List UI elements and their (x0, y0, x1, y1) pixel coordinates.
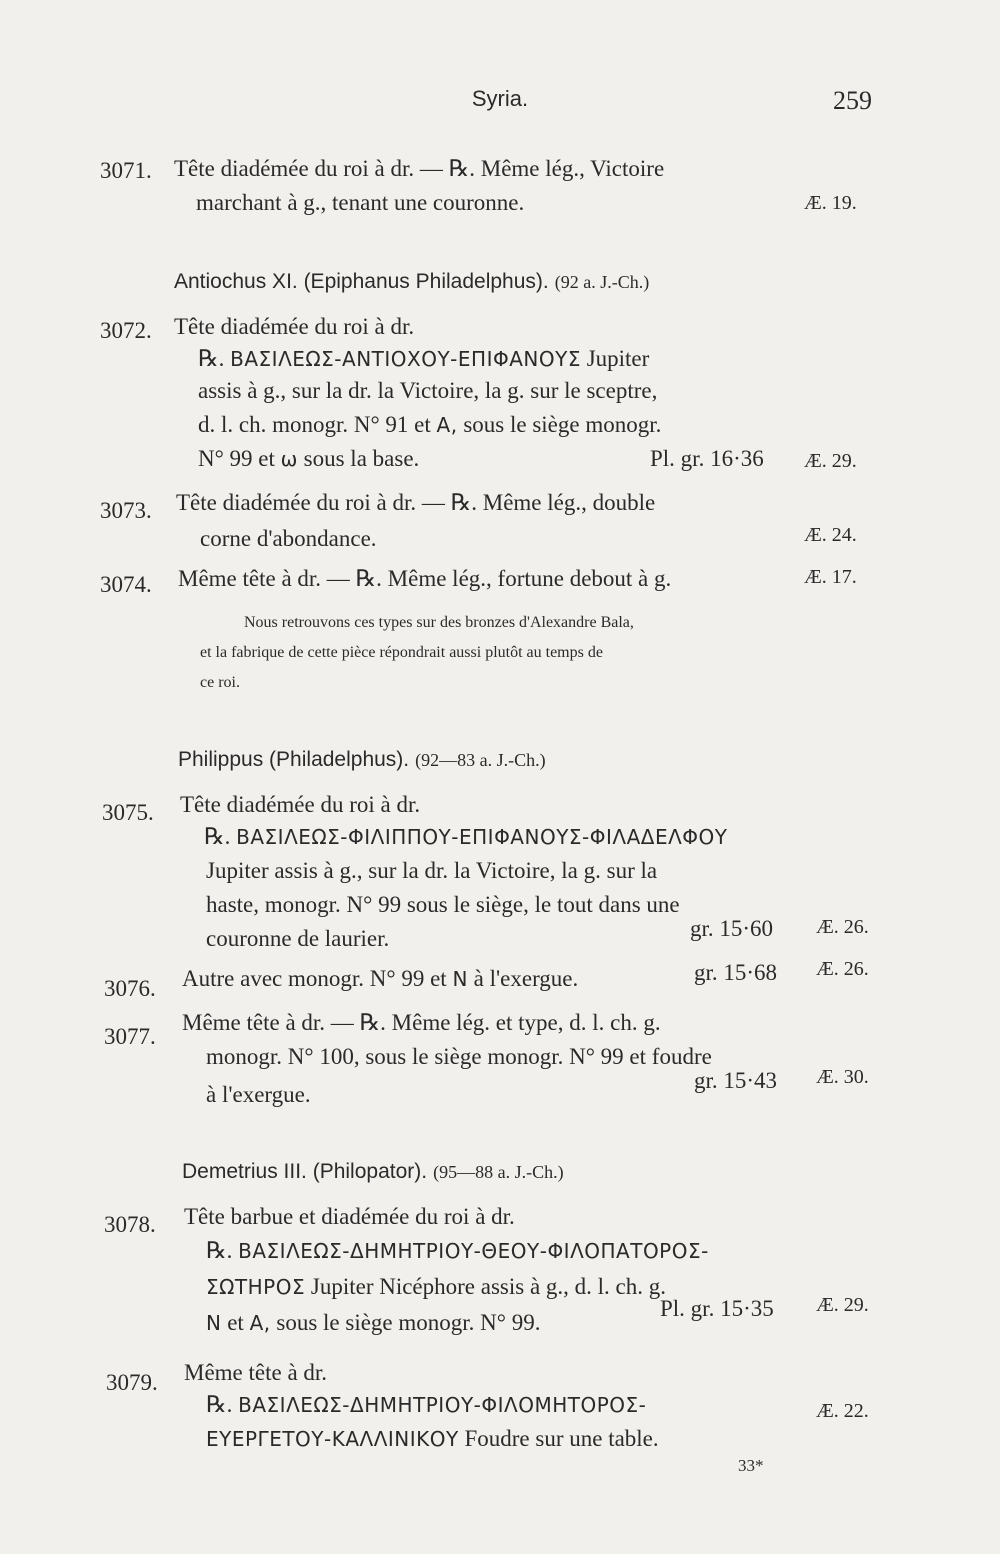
entry-text: N° 99 et (198, 446, 275, 471)
metal-size: Æ. 19. (804, 192, 857, 214)
greek-letter: Ν (452, 967, 468, 991)
entry-text-line (206, 1238, 709, 1264)
entry-text: Autre avec monogr. N° 99 et (182, 966, 447, 991)
entry-text: couronne de laurier. (206, 926, 390, 951)
greek-letter: Ν (206, 1311, 222, 1335)
footnote: ce roi. (200, 674, 240, 691)
entry-text: Tête diadémée du roi à dr. (180, 792, 421, 817)
weight: Pl. gr. 16·36 (650, 446, 764, 471)
entry-text-line (206, 1426, 659, 1452)
ruler-name: Antiochus XI. (Epiphanus Philadelphus). (174, 270, 549, 293)
metal-size: Æ. 17. (804, 566, 857, 588)
footnote: Nous retrouvons ces types sur des bronzes d'Alexandre Bala, (244, 614, 634, 631)
entry-text-line (198, 412, 661, 438)
entry-text: monogr. N° 100, sous le siège monogr. N° 99 et foudre (206, 1044, 712, 1069)
greek-legend: ΒΑΣΙΛΕΩΣ-ΔΗΜΗΤΡΙΟΥ-ΘΕΟΥ-ΦΙΛΟΠΑΤΟΡΟΣ- (238, 1239, 709, 1263)
greek-legend: ΕΥΕΡΓΕΤΟΥ-ΚΑΛΛΙΝΙΚΟΥ (206, 1427, 459, 1451)
greek-letter: ω (280, 447, 298, 471)
reverse-symbol: ℞. (198, 346, 225, 371)
greek-letter: Α, (249, 1311, 271, 1335)
greek-legend: ΣΩΤΗΡΟΣ (206, 1275, 306, 1299)
section-heading (174, 270, 649, 294)
entry-text: Tête diadémée du roi à dr. (174, 314, 415, 339)
entry-number: 3076. (104, 976, 156, 1001)
entry-text: corne d'abondance. (200, 526, 377, 551)
entry-text: à l'exergue. (473, 966, 579, 991)
entry-text: sous le siège monogr. (463, 412, 662, 437)
page-number: 259 (833, 86, 872, 115)
entry-text: Jupiter assis à g., sur la dr. la Victoire, la g. sur la (206, 858, 658, 883)
metal-size: Æ. 30. (816, 1066, 869, 1088)
entry-text-line (206, 1392, 646, 1418)
entry-text: et (227, 1310, 244, 1335)
entry-number: 3078. (104, 1212, 156, 1237)
entry-number: 3073. (100, 498, 152, 523)
entry-number: 3071. (100, 158, 152, 183)
greek-legend: ΒΑΣΙΛΕΩΣ-ΔΗΜΗΤΡΙΟΥ-ΦΙΛΟΜΗΤΟΡΟΣ- (238, 1393, 647, 1417)
entry-text: assis à g., sur la dr. la Victoire, la g. sur le sceptre, (198, 378, 658, 403)
reverse-symbol: ℞. (206, 1238, 233, 1263)
entry-text: Tête diadémée du roi à dr. — ℞. Même lég., double (176, 490, 656, 515)
entry-text: Même tête à dr. — ℞. Même lég. et type, d. l. ch. g. (182, 1010, 661, 1035)
entry-text-line (206, 1310, 540, 1336)
entry-text: Même tête à dr. (184, 1360, 328, 1385)
ruler-dates: (92 a. J.-Ch.) (554, 272, 650, 292)
metal-size: Æ. 24. (804, 524, 857, 546)
entry-text: d. l. ch. monogr. N° 91 et (198, 412, 431, 437)
printer-signature: 33* (738, 1456, 764, 1475)
weight: Pl. gr. 15·35 (660, 1296, 774, 1321)
entry-text: sous la base. (303, 446, 420, 471)
entry-text: Même tête à dr. — ℞. Même lég., fortune debout à g. (178, 566, 672, 591)
entry-text: haste, monogr. N° 99 sous le siège, le tout dans une (206, 892, 680, 917)
ruler-dates: (92—83 a. J.-Ch.) (415, 750, 546, 770)
entry-number: 3074. (100, 572, 152, 597)
greek-legend: ΒΑΣΙΛΕΩΣ-ΑΝΤΙΟΧΟΥ-ΕΠΙΦΑΝΟΥΣ (230, 347, 581, 371)
metal-size: Æ. 29. (816, 1294, 869, 1316)
entry-text: marchant à g., tenant une couronne. (196, 190, 525, 215)
entry-text-line (182, 966, 578, 992)
entry-text: sous le siège monogr. N° 99. (276, 1310, 541, 1335)
reverse-symbol: ℞. (204, 824, 231, 849)
weight: gr. 15·60 (690, 916, 774, 941)
ruler-name: Demetrius III. (Philopator). (182, 1160, 428, 1183)
greek-legend: ΒΑΣΙΛΕΩΣ-ΦΙΛΙΠΠΟΥ-ΕΠΙΦΑΝΟΥΣ-ΦΙΛΑΔΕΛΦΟΥ (236, 825, 728, 849)
entry-text-line (206, 1274, 666, 1300)
entry-text: Foudre sur une table. (464, 1426, 659, 1451)
greek-letter: Α, (436, 413, 458, 437)
metal-size: Æ. 26. (816, 916, 869, 938)
entry-number: 3075. (102, 800, 154, 825)
metal-size: Æ. 22. (816, 1400, 869, 1422)
entry-text: Tête barbue et diadémée du roi à dr. (184, 1204, 515, 1229)
entry-text: Jupiter (586, 346, 650, 371)
entry-text: Jupiter Nicéphore assis à g., d. l. ch. g. (310, 1274, 667, 1299)
entry-text: Tête diadémée du roi à dr. — ℞. Même lég., Victoire (174, 156, 665, 181)
entry-text-line (198, 446, 419, 472)
ruler-name: Philippus (Philadelphus). (178, 748, 410, 771)
metal-size: Æ. 29. (804, 450, 857, 472)
entry-text-line (204, 824, 727, 850)
weight: gr. 15·68 (694, 960, 778, 985)
section-heading (178, 748, 546, 772)
reverse-symbol: ℞. (206, 1392, 233, 1417)
section-heading (182, 1160, 564, 1184)
entry-number: 3079. (106, 1370, 158, 1395)
footnote: et la fabrique de cette pièce répondrait aussi plutôt au temps de (200, 644, 603, 661)
entry-number: 3072. (100, 318, 152, 343)
metal-size: Æ. 26. (816, 958, 869, 980)
ruler-dates: (95—88 a. J.-Ch.) (433, 1162, 564, 1182)
weight: gr. 15·43 (694, 1068, 778, 1093)
running-header: Syria. (471, 86, 529, 111)
entry-number: 3077. (104, 1024, 156, 1049)
entry-text: à l'exergue. (206, 1082, 311, 1107)
entry-text-line (198, 346, 649, 372)
